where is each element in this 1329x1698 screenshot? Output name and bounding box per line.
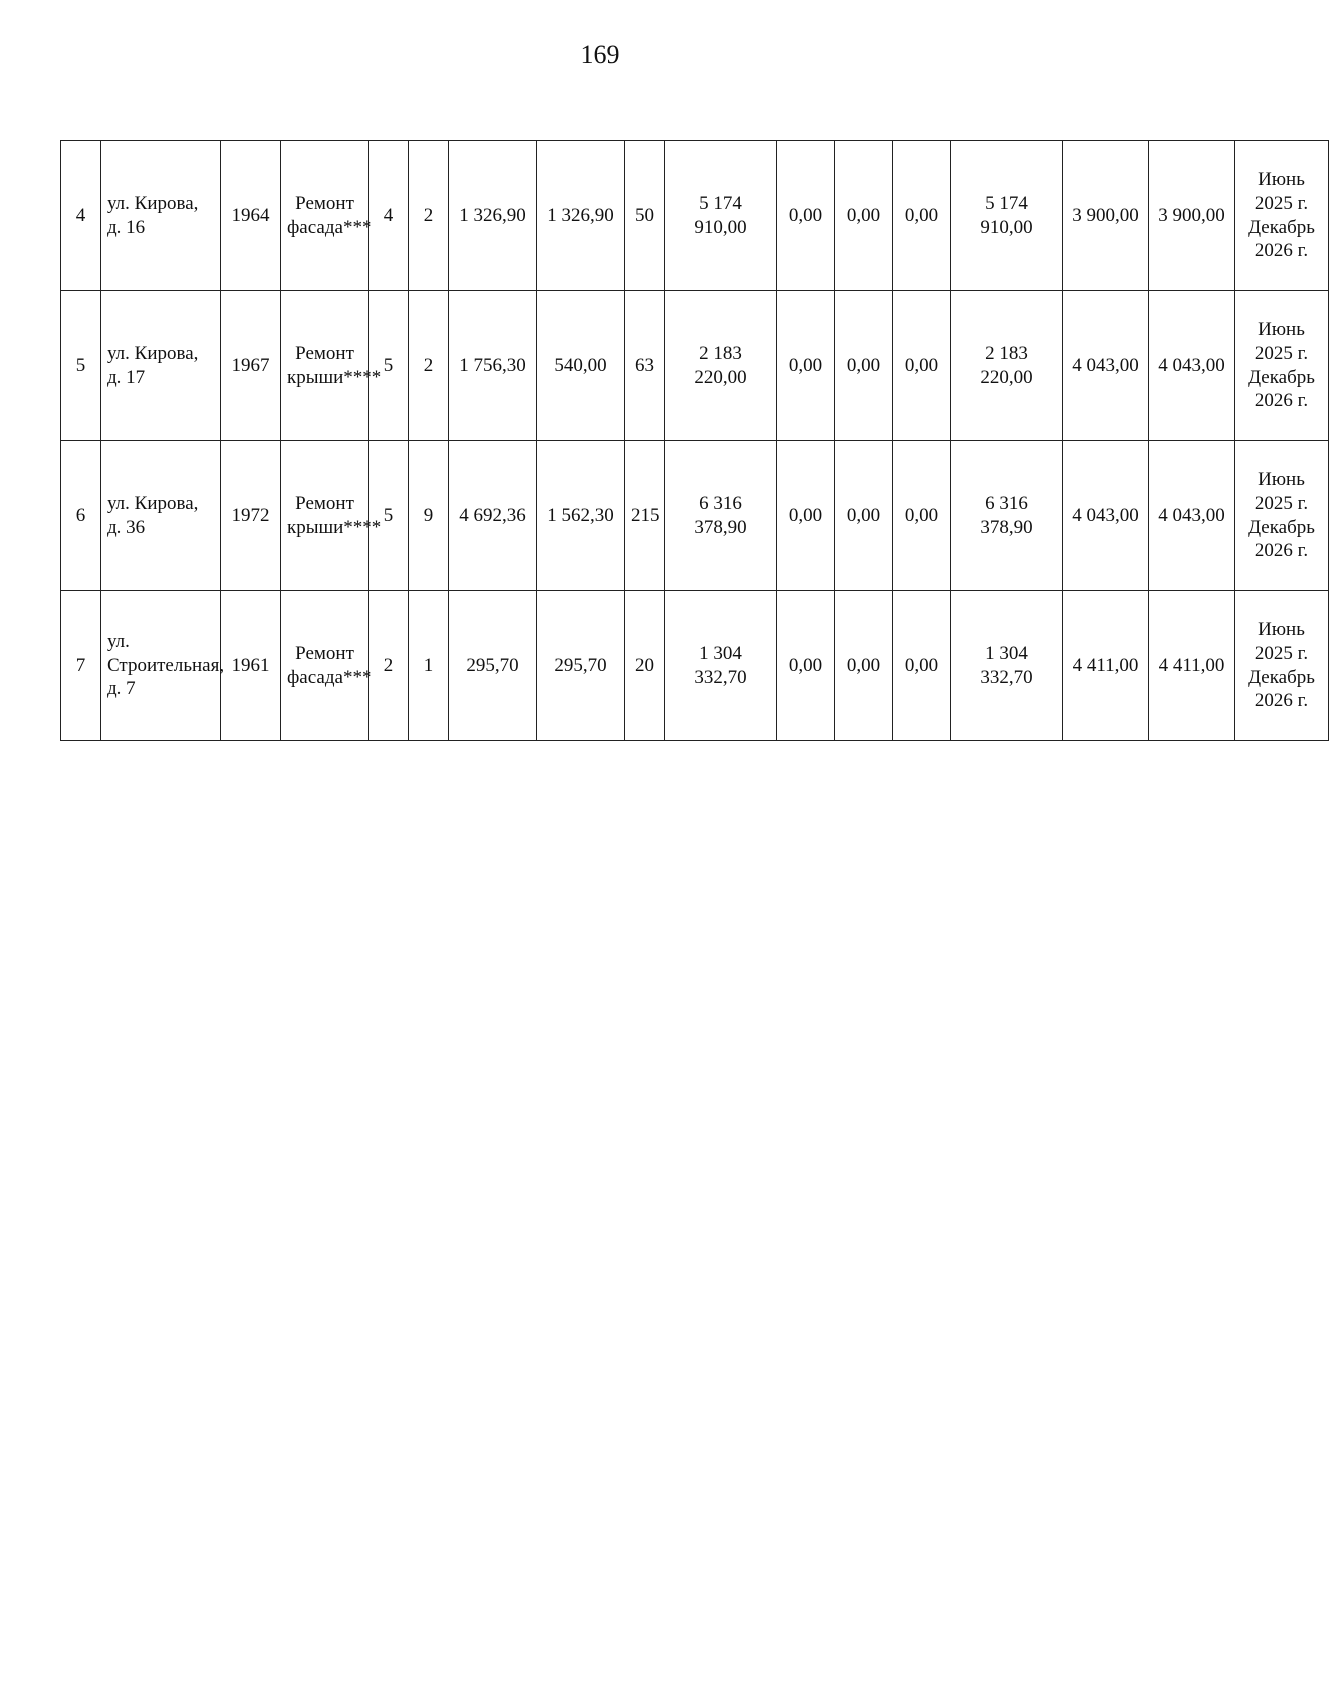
year-cell: 1964 [221,141,281,291]
fund-cell: 0,00 [835,291,893,441]
fund-cell: 0,00 [835,591,893,741]
fund-cell: 0,00 [893,291,951,441]
address-cell: ул. Строительная, д. 7 [101,591,221,741]
residents-cell: 63 [625,291,665,441]
repair-table-wrapper [60,140,1315,741]
work-type-cell: Ремонт фасада*** [281,141,369,291]
work-type-cell: Ремонт крыши**** [281,441,369,591]
row-number: 6 [61,441,101,591]
total-cost-cell: 1 304 332,70 [665,591,777,741]
total-cost-cell: 6 316 378,90 [665,441,777,591]
row-number: 4 [61,141,101,291]
table-row [61,591,1329,741]
residents-cell: 20 [625,591,665,741]
page-number: 169 [580,40,620,69]
total-area-cell: 4 692,36 [449,441,537,591]
fund-cell: 0,00 [835,441,893,591]
unit-cost-cell: 4 043,00 [1063,441,1149,591]
total-cost-cell: 5 174 910,00 [665,141,777,291]
residents-cell: 215 [625,441,665,591]
row-number: 7 [61,591,101,741]
year-cell: 1972 [221,441,281,591]
period-cell: Июнь 2025 г. Декабрь 2026 г. [1235,591,1329,741]
table-row [61,141,1329,291]
address-cell: ул. Кирова, д. 16 [101,141,221,291]
fund-cell: 0,00 [835,141,893,291]
fund-cell: 0,00 [777,141,835,291]
entrances-cell: 1 [409,591,449,741]
entrances-cell: 2 [409,291,449,441]
row-number: 5 [61,291,101,441]
living-area-cell: 1 326,90 [537,141,625,291]
year-cell: 1967 [221,291,281,441]
fund-cell: 0,00 [893,441,951,591]
period-cell: Июнь 2025 г. Декабрь 2026 г. [1235,441,1329,591]
living-area-cell: 540,00 [537,291,625,441]
floors-cell: 2 [369,591,409,741]
unit-cost-cell: 4 411,00 [1063,591,1149,741]
fund-cell: 0,00 [777,441,835,591]
table-row [61,291,1329,441]
unit-cost-cell: 4 043,00 [1063,291,1149,441]
floors-cell: 5 [369,441,409,591]
repair-table [60,140,1329,741]
address-cell: ул. Кирова, д. 17 [101,291,221,441]
total-area-cell: 1 326,90 [449,141,537,291]
fund-cell: 0,00 [893,141,951,291]
owners-cost-cell: 2 183 220,00 [951,291,1063,441]
period-cell: Июнь 2025 г. Декабрь 2026 г. [1235,291,1329,441]
limit-cost-cell: 4 043,00 [1149,441,1235,591]
limit-cost-cell: 3 900,00 [1149,141,1235,291]
owners-cost-cell: 5 174 910,00 [951,141,1063,291]
fund-cell: 0,00 [777,591,835,741]
fund-cell: 0,00 [777,291,835,441]
total-cost-cell: 2 183 220,00 [665,291,777,441]
living-area-cell: 295,70 [537,591,625,741]
floors-cell: 4 [369,141,409,291]
limit-cost-cell: 4 411,00 [1149,591,1235,741]
owners-cost-cell: 1 304 332,70 [951,591,1063,741]
unit-cost-cell: 3 900,00 [1063,141,1149,291]
work-type-cell: Ремонт крыши**** [281,291,369,441]
total-area-cell: 1 756,30 [449,291,537,441]
period-cell: Июнь 2025 г. Декабрь 2026 г. [1235,141,1329,291]
work-type-cell: Ремонт фасада*** [281,591,369,741]
residents-cell: 50 [625,141,665,291]
total-area-cell: 295,70 [449,591,537,741]
entrances-cell: 9 [409,441,449,591]
address-cell: ул. Кирова, д. 36 [101,441,221,591]
year-cell: 1961 [221,591,281,741]
owners-cost-cell: 6 316 378,90 [951,441,1063,591]
fund-cell: 0,00 [893,591,951,741]
floors-cell: 5 [369,291,409,441]
living-area-cell: 1 562,30 [537,441,625,591]
limit-cost-cell: 4 043,00 [1149,291,1235,441]
table-row [61,441,1329,591]
entrances-cell: 2 [409,141,449,291]
